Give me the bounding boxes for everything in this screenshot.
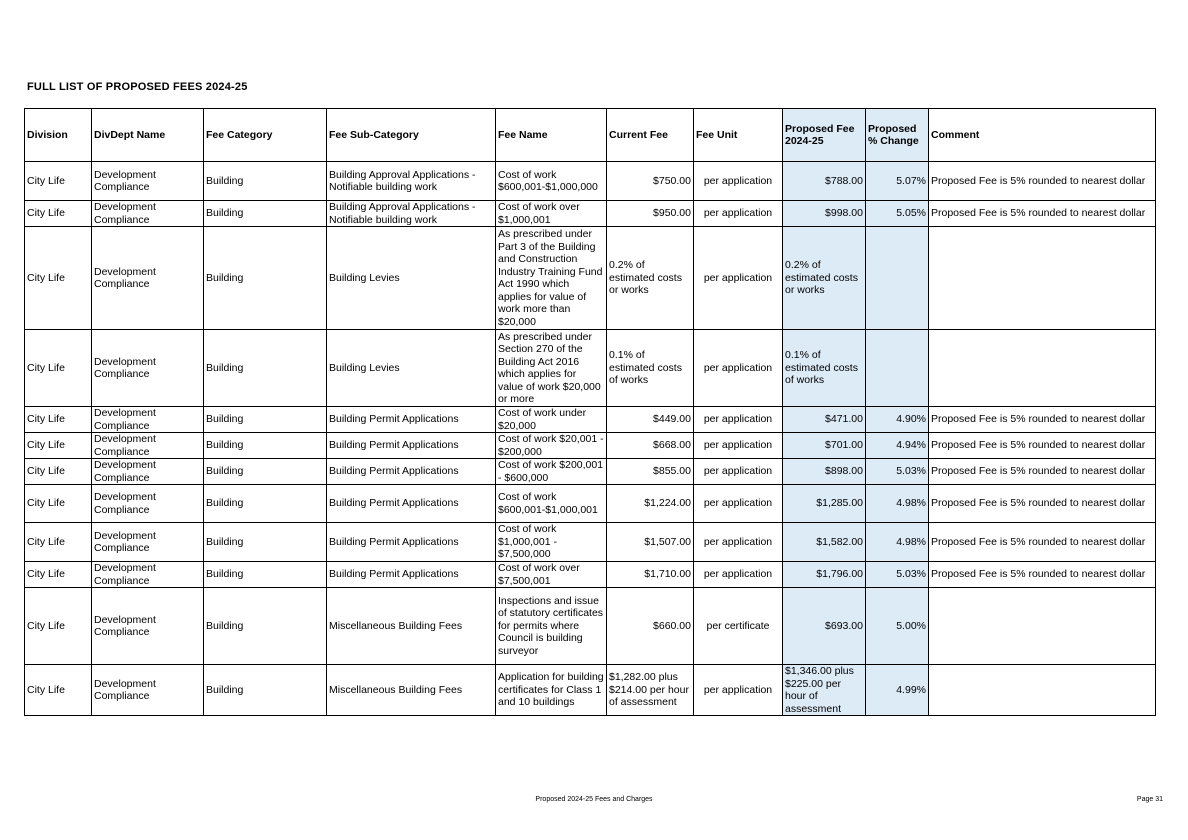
cell-dept: Development Compliance — [92, 588, 204, 665]
cell-subcategory: Building Permit Applications — [327, 407, 496, 433]
cell-fee-name: Cost of work $600,001-$1,000,000 — [496, 162, 607, 201]
cell-current-fee: $449.00 — [607, 407, 694, 433]
cell-category: Building — [204, 433, 327, 459]
cell-current-fee: $855.00 — [607, 459, 694, 485]
cell-fee-name: Cost of work $200,001 - $600,000 — [496, 459, 607, 485]
cell-division: City Life — [25, 201, 92, 227]
cell-current-fee: $1,710.00 — [607, 562, 694, 588]
cell-dept: Development Compliance — [92, 459, 204, 485]
cell-subcategory: Building Approval Applications - Notifiable building work — [327, 162, 496, 201]
cell-fee-name: As prescribed under Part 3 of the Building and Construction Industry Training Fund Act 1990 which applies for value of work more than $20,000 — [496, 227, 607, 330]
table-body — [25, 162, 1156, 716]
cell-comment — [929, 227, 1156, 330]
cell-comment: Proposed Fee is 5% rounded to nearest dollar — [929, 201, 1156, 227]
col-header-divdept: DivDept Name — [92, 109, 204, 162]
table-row — [25, 588, 1156, 665]
cell-unit: per application — [694, 227, 783, 330]
cell-proposed-fee: $998.00 — [783, 201, 866, 227]
cell-change: 5.03% — [866, 562, 929, 588]
table-row — [25, 485, 1156, 523]
cell-current-fee: 0.2% of estimated costs or works — [607, 227, 694, 330]
cell-change: 4.99% — [866, 665, 929, 716]
cell-fee-name: Cost of work under $20,000 — [496, 407, 607, 433]
cell-category: Building — [204, 330, 327, 407]
cell-unit: per application — [694, 459, 783, 485]
cell-unit: per application — [694, 407, 783, 433]
table-row — [25, 407, 1156, 433]
cell-comment — [929, 588, 1156, 665]
cell-category: Building — [204, 588, 327, 665]
cell-current-fee: $950.00 — [607, 201, 694, 227]
cell-dept: Development Compliance — [92, 162, 204, 201]
table-row — [25, 330, 1156, 407]
cell-proposed-fee: 0.2% of estimated costs or works — [783, 227, 866, 330]
cell-change: 5.07% — [866, 162, 929, 201]
cell-fee-name: Cost of work $1,000,001 - $7,500,000 — [496, 523, 607, 562]
cell-dept: Development Compliance — [92, 227, 204, 330]
cell-category: Building — [204, 407, 327, 433]
cell-proposed-fee: $788.00 — [783, 162, 866, 201]
cell-current-fee: $750.00 — [607, 162, 694, 201]
cell-division: City Life — [25, 459, 92, 485]
footer-page-number: Page 31 — [1136, 796, 1163, 803]
table-row — [25, 433, 1156, 459]
cell-category: Building — [204, 201, 327, 227]
cell-change: 4.98% — [866, 485, 929, 523]
cell-current-fee: $668.00 — [607, 433, 694, 459]
cell-category: Building — [204, 459, 327, 485]
cell-unit: per application — [694, 562, 783, 588]
fees-table — [24, 108, 1156, 716]
cell-proposed-fee: 0.1% of estimated costs of works — [783, 330, 866, 407]
cell-proposed-fee: $898.00 — [783, 459, 866, 485]
cell-division: City Life — [25, 407, 92, 433]
cell-change: 5.05% — [866, 201, 929, 227]
cell-dept: Development Compliance — [92, 330, 204, 407]
cell-subcategory: Building Levies — [327, 330, 496, 407]
col-header-proposed-change: Proposed % Change — [866, 109, 929, 162]
cell-current-fee: 0.1% of estimated costs of works — [607, 330, 694, 407]
cell-subcategory: Building Permit Applications — [327, 523, 496, 562]
cell-division: City Life — [25, 665, 92, 716]
cell-division: City Life — [25, 523, 92, 562]
cell-dept: Development Compliance — [92, 407, 204, 433]
cell-category: Building — [204, 227, 327, 330]
cell-division: City Life — [25, 162, 92, 201]
cell-change: 5.00% — [866, 588, 929, 665]
cell-fee-name: As prescribed under Section 270 of the Building Act 2016 which applies for value of work $20,000 or more — [496, 330, 607, 407]
cell-fee-name: Cost of work $600,001-$1,000,001 — [496, 485, 607, 523]
cell-subcategory: Building Levies — [327, 227, 496, 330]
cell-category: Building — [204, 523, 327, 562]
cell-change: 4.90% — [866, 407, 929, 433]
cell-comment: Proposed Fee is 5% rounded to nearest dollar — [929, 162, 1156, 201]
cell-division: City Life — [25, 227, 92, 330]
cell-comment — [929, 330, 1156, 407]
cell-fee-name: Application for building certificates for Class 1 and 10 buildings — [496, 665, 607, 716]
cell-fee-name: Cost of work $20,001 - $200,000 — [496, 433, 607, 459]
col-header-current-fee: Current Fee — [607, 109, 694, 162]
cell-unit: per application — [694, 523, 783, 562]
cell-proposed-fee: $1,285.00 — [783, 485, 866, 523]
cell-current-fee: $1,507.00 — [607, 523, 694, 562]
cell-dept: Development Compliance — [92, 433, 204, 459]
cell-dept: Development Compliance — [92, 562, 204, 588]
cell-comment: Proposed Fee is 5% rounded to nearest dollar — [929, 433, 1156, 459]
cell-change: 4.98% — [866, 523, 929, 562]
table-row — [25, 201, 1156, 227]
header-row — [25, 109, 1156, 162]
cell-change — [866, 227, 929, 330]
cell-division: City Life — [25, 562, 92, 588]
cell-comment: Proposed Fee is 5% rounded to nearest dollar — [929, 459, 1156, 485]
cell-proposed-fee: $701.00 — [783, 433, 866, 459]
cell-comment: Proposed Fee is 5% rounded to nearest dollar — [929, 562, 1156, 588]
col-header-fee-name: Fee Name — [496, 109, 607, 162]
table-row — [25, 459, 1156, 485]
footer-document-title: Proposed 2024-25 Fees and Charges — [535, 796, 653, 803]
table-row — [25, 162, 1156, 201]
cell-category: Building — [204, 485, 327, 523]
cell-category: Building — [204, 665, 327, 716]
cell-unit: per application — [694, 665, 783, 716]
table-row — [25, 562, 1156, 588]
cell-comment: Proposed Fee is 5% rounded to nearest dollar — [929, 485, 1156, 523]
cell-comment — [929, 665, 1156, 716]
page-title: FULL LIST OF PROPOSED FEES 2024-25 — [27, 81, 248, 93]
cell-subcategory: Miscellaneous Building Fees — [327, 588, 496, 665]
cell-current-fee: $660.00 — [607, 588, 694, 665]
cell-unit: per application — [694, 433, 783, 459]
cell-category: Building — [204, 162, 327, 201]
cell-change: 4.94% — [866, 433, 929, 459]
col-header-fee-subcategory: Fee Sub-Category — [327, 109, 496, 162]
table-row — [25, 523, 1156, 562]
cell-fee-name: Cost of work over $7,500,001 — [496, 562, 607, 588]
cell-unit: per application — [694, 330, 783, 407]
col-header-proposed-fee: Proposed Fee 2024-25 — [783, 109, 866, 162]
cell-proposed-fee: $693.00 — [783, 588, 866, 665]
cell-subcategory: Building Permit Applications — [327, 485, 496, 523]
col-header-comment: Comment — [929, 109, 1156, 162]
cell-proposed-fee: $1,346.00 plus $225.00 per hour of assessment — [783, 665, 866, 716]
cell-division: City Life — [25, 588, 92, 665]
col-header-fee-category: Fee Category — [204, 109, 327, 162]
cell-subcategory: Building Permit Applications — [327, 459, 496, 485]
cell-unit: per application — [694, 485, 783, 523]
cell-comment: Proposed Fee is 5% rounded to nearest dollar — [929, 523, 1156, 562]
col-header-fee-unit: Fee Unit — [694, 109, 783, 162]
cell-dept: Development Compliance — [92, 485, 204, 523]
cell-unit: per certificate — [694, 588, 783, 665]
cell-change: 5.03% — [866, 459, 929, 485]
cell-current-fee: $1,224.00 — [607, 485, 694, 523]
col-header-division: Division — [25, 109, 92, 162]
cell-subcategory: Miscellaneous Building Fees — [327, 665, 496, 716]
cell-category: Building — [204, 562, 327, 588]
table-row — [25, 665, 1156, 716]
cell-comment: Proposed Fee is 5% rounded to nearest dollar — [929, 407, 1156, 433]
cell-dept: Development Compliance — [92, 201, 204, 227]
cell-subcategory: Building Permit Applications — [327, 433, 496, 459]
cell-dept: Development Compliance — [92, 523, 204, 562]
cell-proposed-fee: $1,582.00 — [783, 523, 866, 562]
cell-current-fee: $1,282.00 plus $214.00 per hour of assessment — [607, 665, 694, 716]
cell-proposed-fee: $471.00 — [783, 407, 866, 433]
cell-fee-name: Inspections and issue of statutory certificates for permits where Council is building surveyor — [496, 588, 607, 665]
cell-division: City Life — [25, 433, 92, 459]
cell-proposed-fee: $1,796.00 — [783, 562, 866, 588]
cell-dept: Development Compliance — [92, 665, 204, 716]
cell-unit: per application — [694, 162, 783, 201]
cell-division: City Life — [25, 330, 92, 407]
cell-unit: per application — [694, 201, 783, 227]
table-row — [25, 227, 1156, 330]
cell-fee-name: Cost of work over $1,000,001 — [496, 201, 607, 227]
cell-subcategory: Building Approval Applications - Notifiable building work — [327, 201, 496, 227]
cell-change — [866, 330, 929, 407]
cell-subcategory: Building Permit Applications — [327, 562, 496, 588]
cell-division: City Life — [25, 485, 92, 523]
